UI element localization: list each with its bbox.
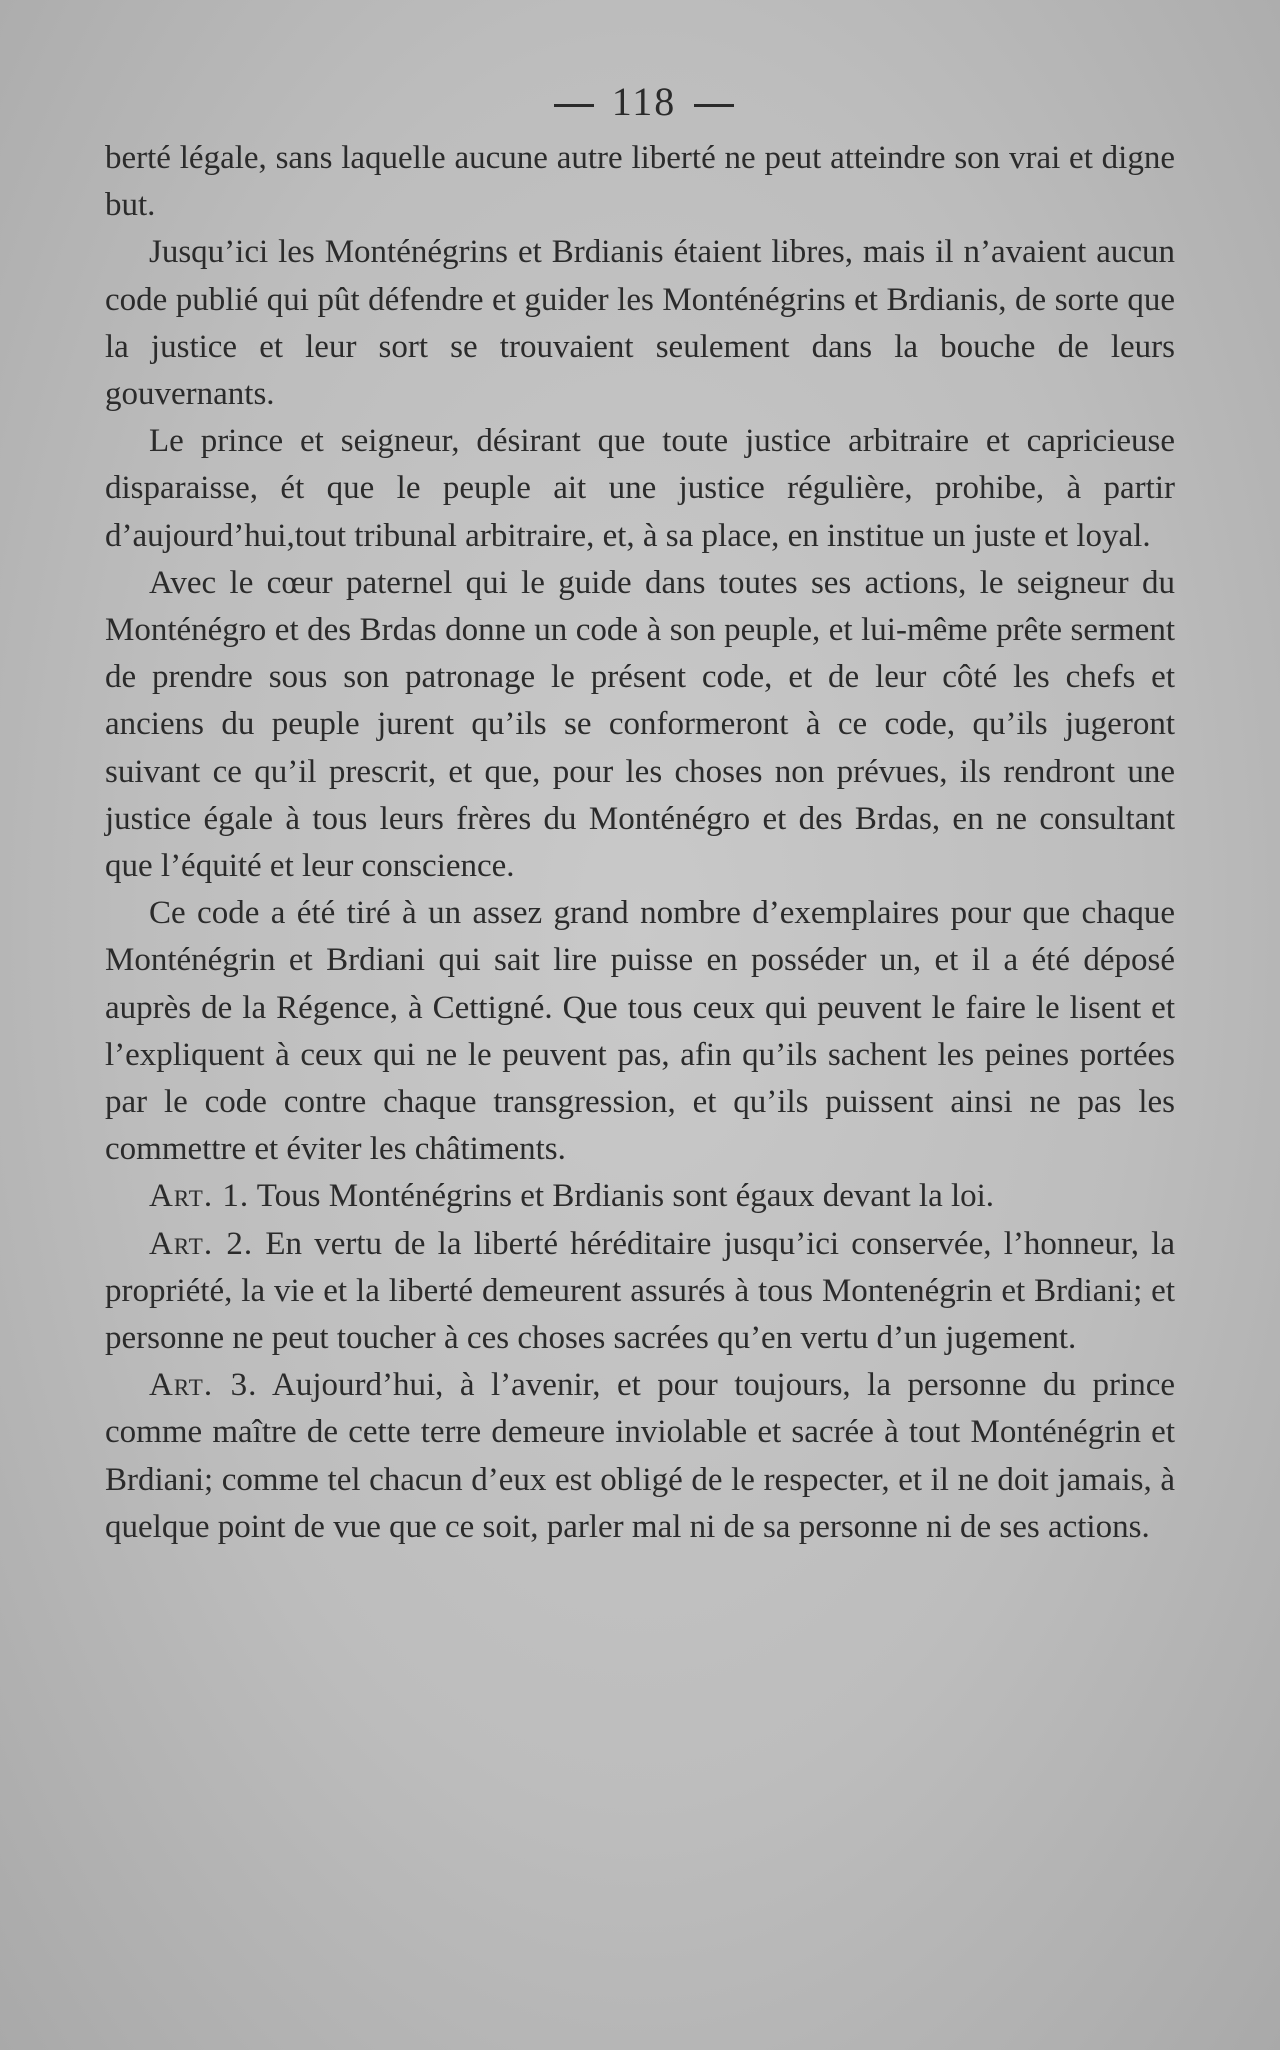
book-page [105, 78, 1175, 1551]
page-number-header [105, 78, 1175, 125]
left-dash [554, 104, 594, 107]
paragraph-continuation [105, 135, 1175, 229]
page-number: 118 [611, 79, 677, 124]
article-3 [105, 1362, 1175, 1551]
paragraph-code-copies [105, 890, 1175, 1173]
article-1 [105, 1173, 1175, 1220]
paragraph-text: berté légale, sans laquelle aucune autre liberté ne peut atteindre son vrai et digne but. [105, 140, 1175, 224]
paragraph-prince [105, 418, 1175, 560]
article-label: Art. 3. [149, 1367, 258, 1404]
paragraph-text: Jusqu’ici les Monténégrins et Brdianis étaient libres, mais il n’avaient aucun code publié qui pût défendre et guider les Monténégrins et Brdianis, de sorte que la justice et leur sort se trouvaient seulement dans la bouche de leurs gouvernants. [105, 234, 1175, 413]
paragraph-text: Le prince et seigneur, désirant que toute justice arbitraire et capricieuse disparaisse, ét que le peuple ait une justice régulière, prohibe, à partir d’aujourd’hui,tout tribunal arbitraire, et, à sa place, en institue un juste et loyal. [105, 423, 1175, 554]
article-2 [105, 1221, 1175, 1363]
paragraph-paternal-heart [105, 560, 1175, 890]
article-label: Art. 2. [149, 1225, 254, 1262]
article-text: Tous Monténégrins et Brdianis sont égaux devant la loi. [249, 1178, 995, 1215]
article-text: En vertu de la liberté héréditaire jusqu’ici conservée, l’honneur, la propriété, la vie et la liberté demeurent assurés à tous Montenégrin et Brdiani; et personne ne peut toucher à ces choses sacrées qu’en vertu d’un jugement. [105, 1225, 1175, 1357]
paragraph-introduction [105, 229, 1175, 418]
right-dash [694, 104, 734, 107]
article-label: Art. 1. [149, 1178, 250, 1215]
paragraph-text: Avec le cœur paternel qui le guide dans toutes ses actions, le seigneur du Monténégro et des Brdas donne un code à son peuple, et lui-même prête serment de prendre sous son patronage le présent code, et de leur côté les chefs et anciens du peuple jurent qu’ils se conformeront à ce code, qu’ils jugeront suivant ce qu’il prescrit, et que, pour les choses non prévues, ils rendront une justice égale à tous leurs frères du Monténégro et des Brdas, en ne consultant que l’équité et leur conscience. [105, 564, 1175, 885]
article-text: Aujourd’hui, à l’avenir, et pour toujours, la personne du prince comme maître de cette terre demeure inviolable et sacrée à tout Monténégrin et Brdiani; comme tel chacun d’eux est obligé de le respecter, et il ne doit jamais, à quelque point de vue que ce soit, parler mal ni de sa personne ni de ses actions. [105, 1367, 1175, 1545]
paragraph-text: Ce code a été tiré à un assez grand nombre d’exemplaires pour que chaque Monténégrin et Brdiani qui sait lire puisse en posséder un, et il a été déposé auprès de la Régence, à Cettigné. Que tous ceux qui peuvent le faire le lisent et l’expliquent à ceux qui ne le peuvent pas, afin qu’ils sachent les peines portées par le code contre chaque transgression, et qu’ils puissent ainsi ne pas les commettre et éviter les châtiments. [105, 895, 1175, 1168]
